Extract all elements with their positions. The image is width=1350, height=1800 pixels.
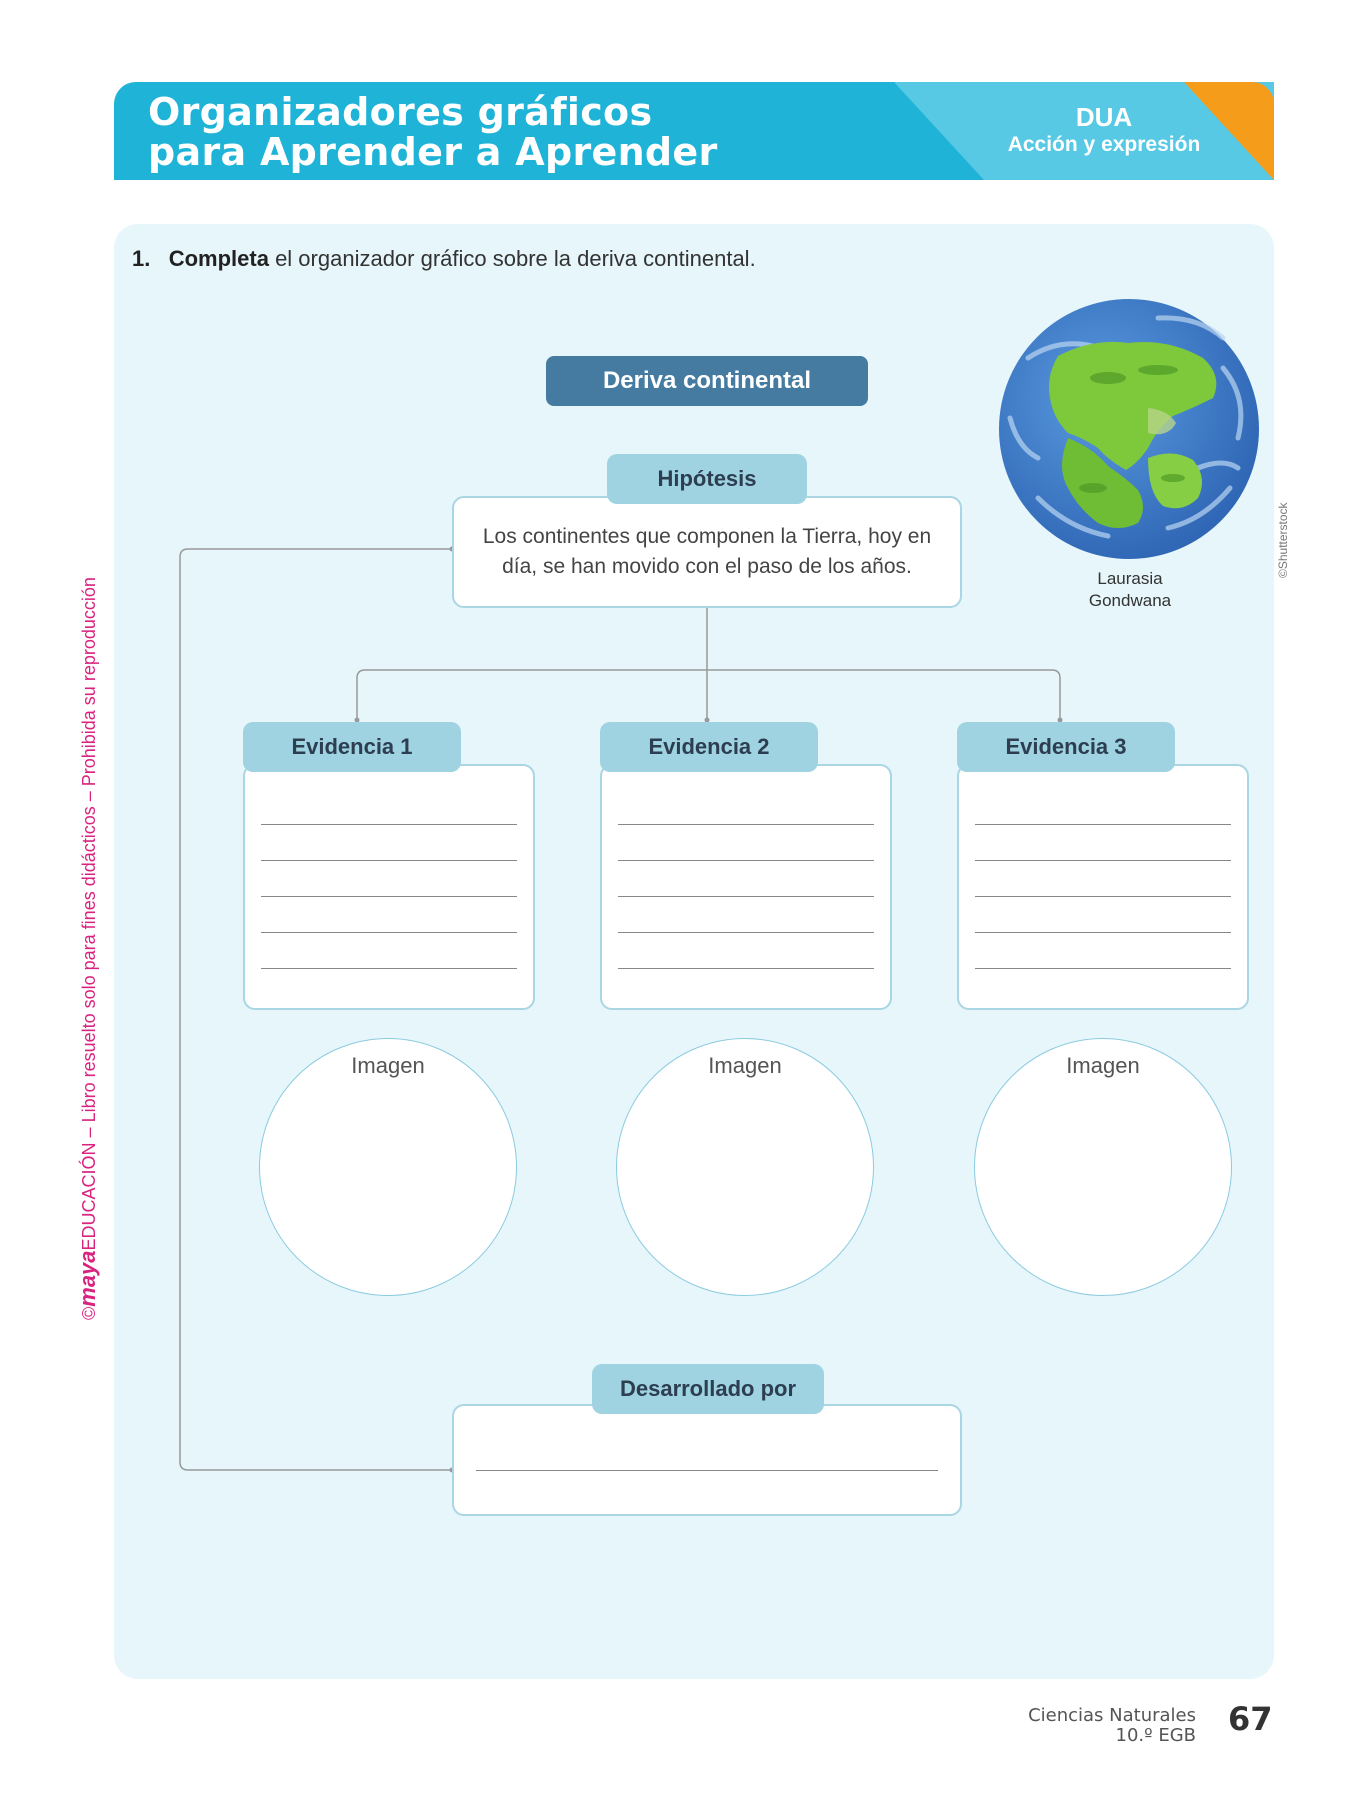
footer-grade: 10.º EGB <box>1115 1725 1196 1746</box>
dua-badge-title: DUA <box>1075 102 1133 132</box>
answer-line <box>261 968 517 969</box>
caption-laurasia: Laurasia <box>1097 569 1163 588</box>
answer-line <box>476 1470 938 1471</box>
answer-line <box>261 932 517 933</box>
exercise-text: el organizador gráfico sobre la deriva continental. <box>268 246 756 271</box>
image-label: Imagen <box>351 1053 425 1078</box>
answer-line <box>618 932 874 933</box>
page-title-line1: Organizadores gráficos <box>148 90 653 134</box>
answer-line <box>975 968 1231 969</box>
answer-line <box>261 824 517 825</box>
answer-line <box>618 968 874 969</box>
exercise-verb: Completa <box>168 246 269 271</box>
copyright-text: EDUCACIÓN – Libro resuelto solo para fines didácticos – Prohibida su reproducción <box>79 577 99 1251</box>
answer-line <box>618 860 874 861</box>
organizer-title: Deriva continental <box>546 356 868 406</box>
answer-line <box>261 896 517 897</box>
footer-subject-name: Ciencias Naturales <box>1028 1705 1196 1726</box>
developed-by-label: Desarrollado por <box>592 1364 824 1414</box>
evidence-1-label: Evidencia 1 <box>243 722 461 772</box>
answer-line <box>975 896 1231 897</box>
evidence-2-label: Evidencia 2 <box>600 722 818 772</box>
copyright-symbol: © <box>79 1306 99 1320</box>
answer-line <box>975 824 1231 825</box>
brand-logo: maya <box>75 1250 100 1307</box>
answer-line <box>261 860 517 861</box>
hypothesis-label: Hipótesis <box>607 454 807 504</box>
exercise-number: 1. <box>132 246 151 271</box>
evidence-3-image-area[interactable] <box>974 1038 1232 1296</box>
answer-line <box>975 932 1231 933</box>
footer-subject <box>1028 1706 1196 1746</box>
evidence-2-box[interactable] <box>600 764 892 1010</box>
evidence-2-image-area[interactable] <box>616 1038 874 1296</box>
answer-line <box>975 860 1231 861</box>
image-credit: ©Shutterstock <box>1276 502 1290 578</box>
image-label: Imagen <box>1066 1053 1140 1078</box>
page-number: 67 <box>1228 1700 1273 1738</box>
image-label: Imagen <box>708 1053 782 1078</box>
answer-line <box>618 896 874 897</box>
evidence-3-box[interactable] <box>957 764 1249 1010</box>
hypothesis-text: Los continentes que componen la Tierra, hoy en día, se han movido con el paso de los años. <box>482 525 932 578</box>
caption-gondwana: Gondwana <box>1088 591 1172 610</box>
developed-by-box[interactable] <box>452 1404 962 1516</box>
dua-badge-subtitle: Acción y expresión <box>1007 133 1201 156</box>
answer-line <box>618 824 874 825</box>
page-title-line2: para Aprender a Aprender <box>148 130 718 174</box>
evidence-1-image-area[interactable] <box>259 1038 517 1296</box>
evidence-3-label: Evidencia 3 <box>957 722 1175 772</box>
earth-pangea-icon <box>998 298 1260 560</box>
evidence-1-box[interactable] <box>243 764 535 1010</box>
hypothesis-box <box>452 496 962 608</box>
earth-caption <box>1060 568 1200 612</box>
